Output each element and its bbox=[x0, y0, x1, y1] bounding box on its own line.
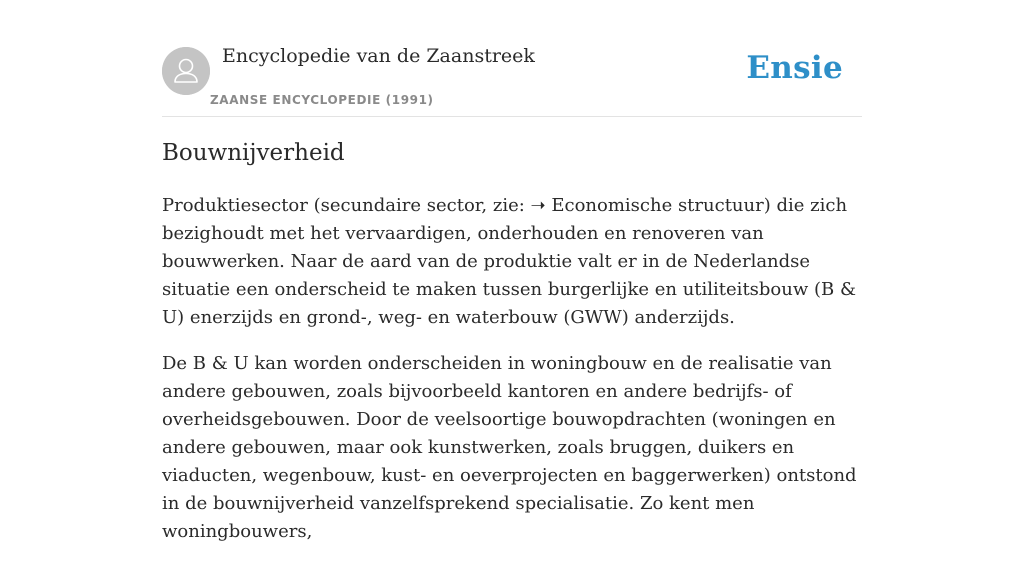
source-title[interactable]: Encyclopedie van de Zaanstreek bbox=[222, 45, 535, 67]
economische-structuur-link[interactable]: ➝ Economische structuur bbox=[530, 195, 764, 216]
article-title: Bouwnijverheid bbox=[162, 140, 345, 166]
ensie-logo[interactable]: Ensie bbox=[746, 50, 843, 86]
paragraph-1-start: Produktiesector (secundaire sector, zie: bbox=[162, 195, 531, 216]
article-body bbox=[162, 192, 862, 564]
content-container bbox=[162, 0, 862, 542]
source-subtitle[interactable]: ZAANSE ENCYCLOPEDIE (1991) bbox=[210, 93, 434, 107]
paragraph-1 bbox=[162, 192, 862, 332]
user-avatar-icon[interactable] bbox=[162, 47, 210, 95]
paragraph-2: De B & U kan worden onderscheiden in woningbouw en de realisatie van andere gebouwen, zoals bijvoorbeeld kantoren en andere bedrijfs- of overheidsgebouwen. Door de veelsoortige bouwopdrachten (woningen en andere gebouwen, maar ook kunstwerken, zoals bruggen, duikers en viaducten, wegenbouw, kust- en oeverprojecten en baggerwerken) ontstond in de bouwnijverheid vanzelfsprekend specialisatie. Zo kent men woningbouwers, bbox=[162, 353, 857, 542]
paragraph-1-end: ) die zich bezighoudt met het vervaardigen, onderhouden en renoveren van bouwwerken. Naar de aard van de produktie valt er in de Nederlandse situatie een onderscheid te maken tussen burgerlijke en utiliteitsbouw (B & U) enerzijds en grond-, weg- en waterbouw (GWW) anderzijds. bbox=[162, 195, 856, 328]
source-header bbox=[162, 0, 862, 117]
